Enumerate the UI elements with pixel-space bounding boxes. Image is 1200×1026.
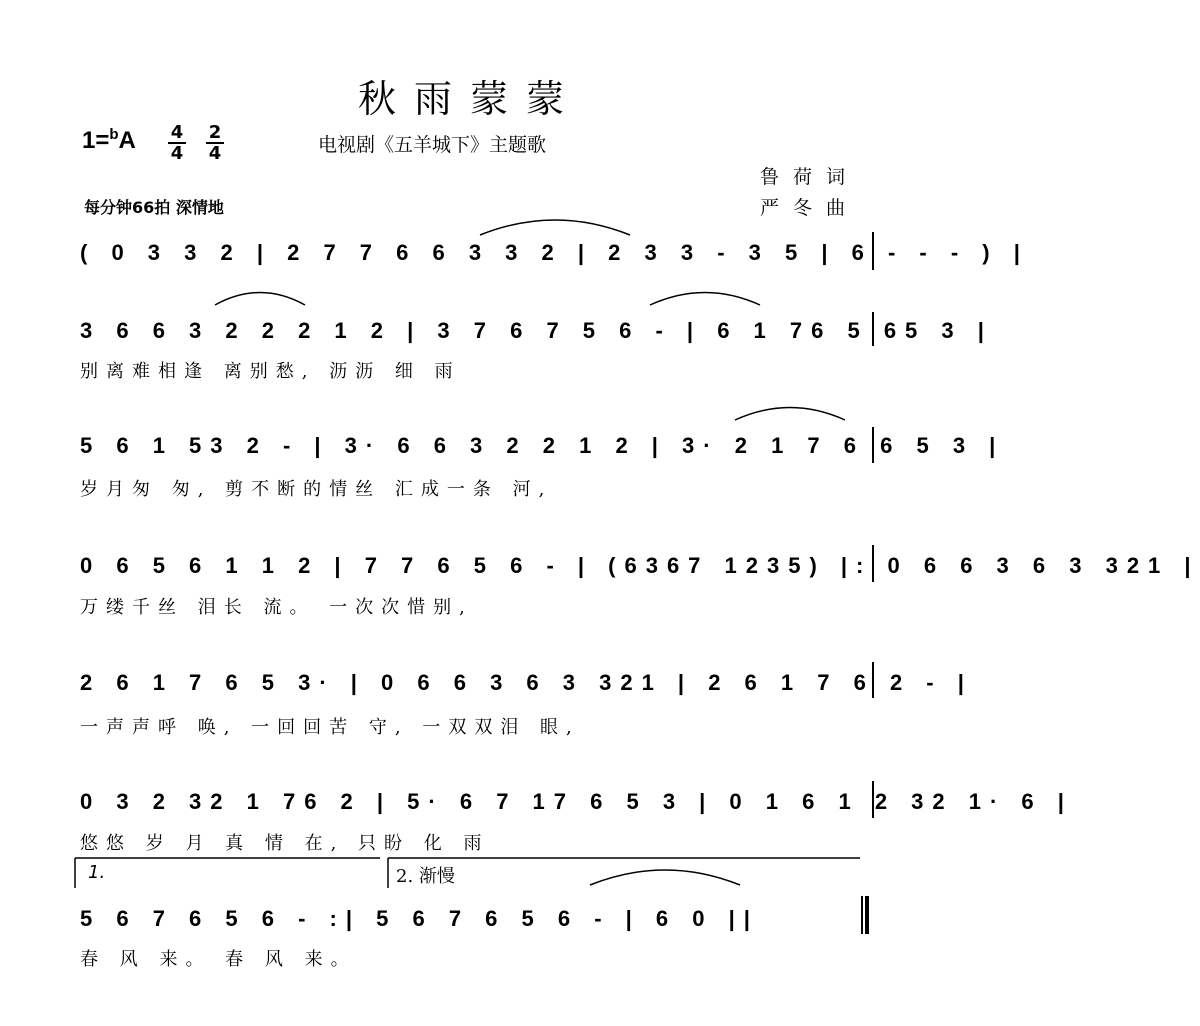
volta-1-label: 1. — [88, 862, 106, 883]
tie-arc — [590, 870, 740, 885]
notation-line-5: 2 6 1 7 6 5 3· | 0 6 6 3 6 3 321 | 2 6 1 7 6 2 - | — [80, 670, 973, 695]
notation-line-4: 0 6 5 6 1 1 2 | 7 7 6 5 6 - | (6367 1235) |: 0 6 6 3 6 3 321 | — [80, 553, 1200, 578]
lyric-line-2: 别离难相逢 离别愁, 沥沥 细 雨 — [80, 361, 461, 382]
lyric-line-4: 万缕千丝 泪长 流。 一次次惜别, — [80, 597, 473, 618]
lyric-line-7: 春 风 来。 春 风 来。 — [80, 949, 357, 970]
meter1-top: 4 — [170, 122, 184, 143]
notation-line-7: 5 6 7 6 5 6 - :| 5 6 7 6 5 6 - | 6 0 || — [80, 906, 759, 931]
lyricist-credit: 鲁荷词 — [760, 166, 860, 188]
key-prefix: 1= — [82, 127, 110, 154]
composer-credit: 严冬曲 — [760, 197, 860, 219]
key-signature — [82, 126, 136, 155]
key-note: A — [118, 127, 136, 154]
notation-line-1: ( 0 3 3 2 | 2 7 7 6 6 3 3 2 | 2 3 3 - 3 5 | 6 - - - ) | — [80, 240, 1029, 265]
notation-line-3: 5 6 1 53 2 - | 3· 6 6 3 2 2 1 2 | 3· 2 1 7 6 6 5 3 | — [80, 433, 1005, 458]
notation-line-6: 0 3 2 32 1 76 2 | 5· 6 7 17 6 5 3 | 0 1 6 1 2 32 1· 6 | — [80, 789, 1073, 814]
flat-sign: b — [109, 126, 119, 143]
song-title: 秋雨蒙蒙 — [357, 77, 582, 121]
lyric-line-6: 悠悠 岁 月 真 情 在, 只盼 化 雨 — [80, 833, 490, 854]
volta-2-label: 2. 渐慢 — [396, 866, 455, 887]
lyric-line-5: 一声声呼 唤, 一回回苦 守, 一双双泪 眼, — [80, 717, 580, 738]
tempo-marking: 每分钟66拍 深情地 — [84, 198, 224, 217]
tie-arc — [650, 293, 760, 306]
meter2-top: 2 — [208, 122, 222, 143]
time-signature-1 — [166, 124, 188, 162]
lyric-line-3: 岁月匆 匆, 剪不断的情丝 汇成一条 河, — [80, 479, 553, 500]
tie-arc — [480, 220, 630, 235]
time-signature-2 — [204, 124, 226, 162]
notation-line-2: 3 6 6 3 2 2 2 1 2 | 3 7 6 7 5 6 - | 6 1 76 5 65 3 | — [80, 318, 993, 343]
tie-arc — [735, 408, 845, 421]
subtitle: 电视剧《五羊城下》主题歌 — [318, 134, 547, 156]
tie-arc — [215, 293, 305, 306]
meter2-bottom: 4 — [208, 143, 222, 164]
meter1-bottom: 4 — [170, 143, 184, 164]
